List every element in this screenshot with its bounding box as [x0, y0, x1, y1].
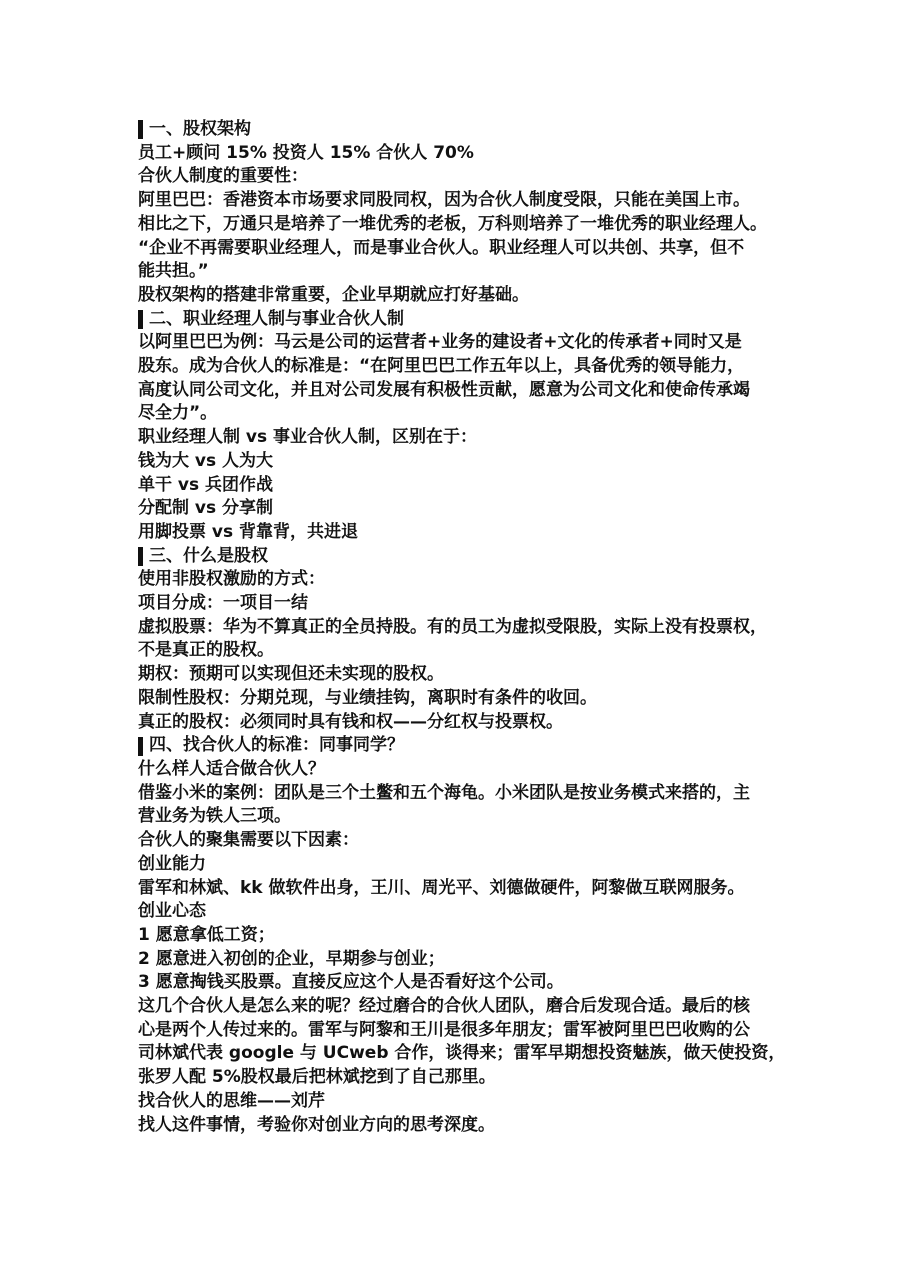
paragraph-line: 阿里巴巴：香港资本市场要求同股同权，因为合伙人制度受限，只能在美国上市。 [138, 190, 750, 211]
paragraph-line: 员工+顾问 15% 投资人 15% 合伙人 70% [138, 142, 474, 163]
heading-text: 一、股权架构 [149, 119, 251, 139]
paragraph-line: 分配制 vs 分享制 [138, 498, 274, 519]
paragraph-line: “企业不再需要职业经理人，而是事业合伙人。职业经理人可以共创、共享，但不 [138, 237, 745, 258]
paragraph-line: 张罗人配 5%股权最后把林斌挖到了自己那里。 [138, 1067, 496, 1088]
paragraph-line: 职业经理人制 vs 事业合伙人制，区别在于： [138, 427, 478, 448]
list-item: 2 愿意进入初创的企业，早期参与创业； [138, 948, 445, 969]
document-body [138, 118, 788, 1137]
paragraph-line: 以阿里巴巴为例：马云是公司的运营者+业务的建设者+文化的传承者+同时又是 [138, 332, 742, 353]
paragraph-line: 单干 vs 兵团作战 [138, 474, 274, 495]
paragraph-line: 高度认同公司文化，并且对公司发展有积极性贡献，愿意为公司文化和使命传承竭 [138, 379, 750, 400]
paragraph-line: 营业务为铁人三项。 [138, 806, 291, 827]
paragraph-line: 股东。成为合伙人的标准是：“在阿里巴巴工作五年以上，具备优秀的领导能力， [138, 356, 745, 377]
paragraph-line: 用脚投票 vs 背靠背，共进退 [138, 521, 359, 542]
heading-marker [138, 547, 143, 566]
paragraph-line: 钱为大 vs 人为大 [138, 450, 274, 471]
section-heading-4 [138, 734, 788, 758]
heading-marker [138, 120, 143, 139]
paragraph-line: 限制性股权：分期兑现，与业绩挂钩，离职时有条件的收回。 [138, 687, 597, 708]
paragraph-line: 期权：预期可以实现但还未实现的股权。 [138, 664, 444, 685]
paragraph-line: 这几个合伙人是怎么来的呢？经过磨合的合伙人团队，磨合后发现合适。最后的核 [138, 996, 750, 1017]
paragraph-line: 相比之下，万通只是培养了一堆优秀的老板，万科则培养了一堆优秀的职业经理人。 [138, 213, 767, 234]
paragraph-line: 借鉴小米的案例：团队是三个土鳖和五个海龟。小米团队是按业务模式来搭的，主 [138, 782, 750, 803]
paragraph-line: 真正的股权：必须同时具有钱和权——分红权与投票权。 [138, 711, 563, 732]
list-item: 1 愿意拿低工资； [138, 924, 275, 945]
paragraph-line: 项目分成：一项目一结 [138, 593, 308, 614]
heading-text: 四、找合伙人的标准：同事同学？ [149, 735, 404, 756]
list-item: 3 愿意掏钱买股票。直接反应这个人是否看好这个公司。 [138, 972, 564, 993]
paragraph-line: 能共担。” [138, 261, 209, 282]
paragraph-line: 找合伙人的思维——刘芹 [138, 1090, 325, 1111]
paragraph-line: 合伙人的聚集需要以下因素： [138, 830, 359, 851]
paragraph-line: 股权架构的搭建非常重要，企业早期就应打好基础。 [138, 284, 529, 305]
paragraph-line: 找人这件事情，考验你对创业方向的思考深度。 [138, 1114, 495, 1135]
paragraph-line: 司林斌代表 google 与 UCweb 合作，谈得来；雷军早期想投资魅族，做天使投资， [138, 1043, 786, 1064]
paragraph-line: 创业能力 [138, 853, 206, 874]
heading-text: 三、什么是股权 [149, 545, 268, 566]
heading-marker [138, 737, 143, 756]
paragraph-line: 虚拟股票：华为不算真正的全员持股。有的员工为虚拟受限股，实际上没有投票权， [138, 616, 767, 637]
paragraph-line: 合伙人制度的重要性： [138, 166, 308, 187]
paragraph-line: 不是真正的股权。 [138, 640, 274, 661]
paragraph-line: 雷军和林斌、kk 做软件出身，王川、周光平、刘德做硬件，阿黎做互联网服务。 [138, 877, 745, 898]
section-heading-1 [138, 118, 788, 142]
section-heading-2 [138, 308, 788, 332]
paragraph-line: 心是两个人传过来的。雷军与阿黎和王川是很多年朋友；雷军被阿里巴巴收购的公 [138, 1019, 750, 1040]
paragraph-line: 使用非股权激励的方式： [138, 569, 325, 590]
paragraph-line: 创业心态 [138, 901, 206, 922]
heading-marker [138, 310, 143, 329]
paragraph-line: 尽全力”。 [138, 403, 218, 424]
section-heading-3 [138, 545, 788, 569]
paragraph-line: 什么样人适合做合伙人？ [138, 758, 325, 779]
heading-text: 二、职业经理人制与事业合伙人制 [149, 308, 404, 329]
